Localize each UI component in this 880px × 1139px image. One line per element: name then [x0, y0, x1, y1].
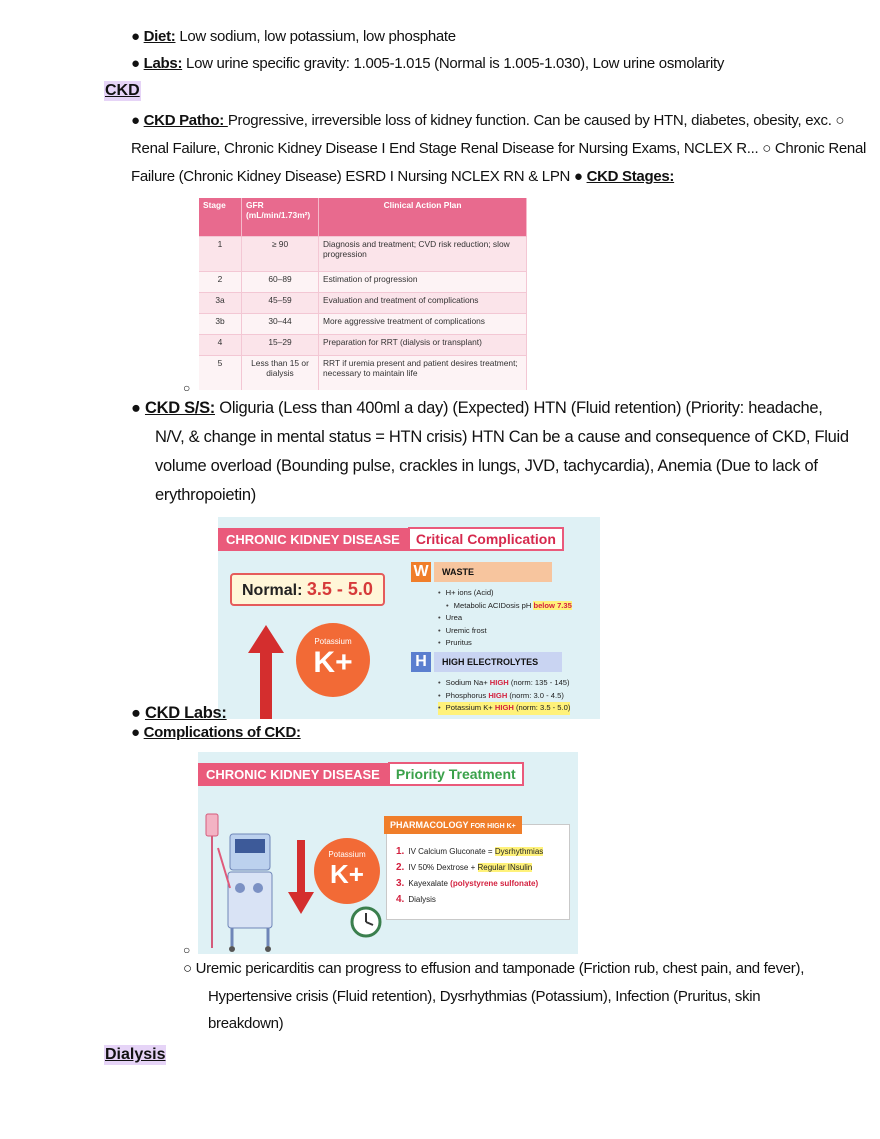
ckd-heading: CKD [105, 82, 140, 99]
list-item: • Urea [438, 612, 572, 625]
pharmacology-header [384, 816, 522, 834]
plan-cell: Estimation of progression [319, 272, 527, 293]
stage-cell: 2 [199, 272, 242, 293]
ss-line-1 [131, 398, 823, 418]
hollow-bullet: ○ [183, 943, 190, 957]
h-letter-badge: H [411, 652, 431, 672]
acidosis-value: below 7.35 [533, 600, 572, 610]
image-subtitle: Priority Treatment [388, 762, 524, 786]
list-item [438, 702, 570, 715]
electrolyte-high: HIGH [488, 690, 508, 700]
potassium-circle [296, 623, 370, 697]
table-row [199, 335, 527, 356]
list-item: • H+ ions (Acid) [438, 587, 572, 600]
uremic-line-3: breakdown) [208, 1015, 284, 1032]
item-highlight: Dysrhythmias [494, 847, 544, 856]
potassium-symbol: K+ [313, 646, 353, 679]
patho-line-3 [131, 167, 674, 187]
table-header-row [199, 198, 527, 237]
normal-value: 3.5 - 5.0 [306, 579, 373, 599]
item-text: IV Calcium Gluconate = [408, 847, 495, 856]
patho-line-1 [131, 111, 844, 131]
image-title: CHRONIC KIDNEY DISEASE [218, 528, 408, 551]
stage-cell: 3b [199, 314, 242, 335]
list-item [438, 690, 570, 703]
diet-label: Diet: [143, 28, 176, 45]
electrolyte-name: Phosphorus [445, 690, 489, 700]
item-number: 4. [396, 894, 405, 905]
patho-line-2: Renal Failure, Chronic Kidney Disease I End Stage Renal Disease for Nursing Exams, NCLEX R... ○ Chronic Renal [131, 140, 867, 157]
ss-line-3: volume overload (Bounding pulse, crackles in lungs, JVD, tachycardia), Anemia (Due to lack of [155, 457, 818, 475]
bullet: ● [131, 112, 140, 129]
item-number: 1. [396, 846, 405, 857]
patho-text-3: Failure (Chronic Kidney Disease) ESRD I Nursing NCLEX RN & LPN ● [131, 168, 587, 185]
item-number: 3. [396, 878, 405, 889]
item-number: 2. [396, 862, 405, 873]
item-text: IV 50% Dextrose + [408, 863, 478, 872]
normal-label: Normal: [242, 582, 303, 599]
plan-cell: More aggressive treatment of complications [319, 314, 527, 335]
patho-label: CKD Patho: [143, 112, 228, 129]
plan-cell: Diagnosis and treatment; CVD risk reduction; slow progression [319, 237, 527, 272]
list-item: • Uremic frost [438, 625, 572, 638]
gfr-cell: ≥ 90 [242, 237, 319, 272]
image-subtitle: Critical Complication [408, 527, 564, 551]
electrolyte-high: HIGH [494, 703, 514, 712]
list-item: • Pruritus [438, 637, 572, 650]
waste-list [438, 587, 572, 650]
electrolyte-name: Sodium Na+ [445, 678, 490, 687]
gfr-cell: 15–29 [242, 335, 319, 356]
hollow-bullet: ○ [183, 381, 190, 395]
stage-cell: 1 [199, 237, 242, 272]
plan-cell: RRT if uremia present and patient desires treatment; necessary to maintain life [319, 356, 527, 390]
table-row [199, 293, 527, 314]
item-highlight: Regular INsulin [477, 863, 533, 872]
table-row [199, 356, 527, 390]
bullet: ● [131, 724, 140, 741]
diet-line [131, 27, 456, 47]
ss-text-1: Oliguria (Less than 400ml a day) (Expected) HTN (Fluid retention) (Priority: headache, [215, 399, 823, 417]
item-highlight: (polystyrene sulfonate) [450, 879, 539, 888]
labs-line [131, 54, 724, 74]
arrow-down-icon [288, 840, 314, 914]
gfr-cell: 45–59 [242, 293, 319, 314]
plan-cell: Preparation for RRT (dialysis or transplant) [319, 335, 527, 356]
stage-cell: 4 [199, 335, 242, 356]
item-text: Dialysis [408, 895, 436, 904]
critical-complication-image [218, 517, 600, 719]
list-item [438, 677, 570, 690]
electrolyte-norm: (norm: 3.0 - 4.5) [507, 690, 564, 700]
ckd-stages-table [199, 198, 527, 390]
table-row [199, 314, 527, 335]
bullet: ● [131, 28, 140, 45]
arrow-up-icon [248, 625, 284, 719]
ss-line-2: N/V, & change in mental status = HTN crisis) HTN Can be a cause and consequence of CKD, Fluid [155, 428, 849, 446]
electrolyte-norm: (norm: 3.5 - 5.0) [513, 703, 571, 712]
list-item [396, 892, 543, 908]
labs-text: Low urine specific gravity: 1.005-1.015 (Normal is 1.005-1.030), Low urine osmolarity [182, 55, 725, 72]
acidosis-text: Metabolic ACIDosis pH [453, 600, 534, 610]
table-header: Stage [199, 198, 242, 237]
bullet: ● [131, 704, 141, 722]
item-text: Kayexalate [408, 879, 451, 888]
stage-cell: 5 [199, 356, 242, 390]
diet-text: Low sodium, low potassium, low phosphate [175, 28, 456, 45]
list-item [396, 876, 543, 892]
image-header [198, 762, 524, 786]
waste-title: WASTE [434, 562, 552, 582]
gfr-cell: Less than 15 or dialysis [242, 356, 319, 390]
stages-label: CKD Stages: [586, 168, 675, 185]
complications-line [131, 723, 301, 743]
potassium-symbol: K+ [330, 859, 364, 889]
ss-line-4: erythropoietin) [155, 486, 256, 504]
complications-label: Complications of CKD: [143, 724, 301, 741]
plan-cell: Evaluation and treatment of complications [319, 293, 527, 314]
dialysis-heading: Dialysis [105, 1046, 166, 1063]
electrolyte-norm: (norm: 135 - 145) [508, 678, 570, 687]
table-header: GFR (mL/min/1.73m²) [242, 198, 319, 237]
pharmacology-title: PHARMACOLOGY [390, 820, 469, 830]
list-item [438, 600, 572, 613]
high-electrolytes-title: HIGH ELECTROLYTES [434, 652, 562, 672]
clock-icon [350, 906, 382, 938]
image-header [218, 527, 564, 551]
table-row [199, 237, 527, 272]
pharmacology-subtitle: FOR HIGH K+ [468, 823, 516, 830]
uremic-line-2: Hypertensive crisis (Fluid retention), Dysrhythmias (Potassium), Infection (Pruritus, skin [208, 988, 761, 1005]
table-header: Clinical Action Plan [319, 198, 527, 237]
image-title: CHRONIC KIDNEY DISEASE [198, 763, 388, 786]
ss-label: CKD S/S: [144, 399, 215, 417]
w-letter-badge: W [411, 562, 431, 582]
ckd-labs-label: CKD Labs: [144, 704, 227, 722]
pharmacology-list [396, 844, 543, 908]
normal-range-box [230, 573, 385, 606]
potassium-circle [314, 838, 380, 904]
priority-treatment-image [198, 752, 578, 954]
gfr-cell: 60–89 [242, 272, 319, 293]
patho-text-1: Progressive, irreversible loss of kidney function. Can be caused by HTN, diabetes, obesity, exc. ○ [227, 112, 845, 129]
dialysis-machine-icon [202, 808, 286, 954]
bullet: ● [131, 55, 140, 72]
potassium-small-label: Potassium [314, 637, 352, 646]
stage-cell: 3a [199, 293, 242, 314]
list-item [396, 860, 543, 876]
potassium-small-label: Potassium [328, 850, 366, 859]
uremic-line-1: ○ Uremic pericarditis can progress to effusion and tamponade (Friction rub, chest pain, and fever), [183, 960, 805, 977]
labs-label: Labs: [143, 55, 183, 72]
gfr-cell: 30–44 [242, 314, 319, 335]
ckd-labs-line [131, 703, 227, 723]
electrolyte-high: HIGH [489, 678, 509, 687]
table-row [199, 272, 527, 293]
electrolytes-list [438, 677, 570, 715]
bullet: ● [131, 399, 141, 417]
electrolyte-name: Potassium K+ [445, 703, 495, 712]
list-item [396, 844, 543, 860]
